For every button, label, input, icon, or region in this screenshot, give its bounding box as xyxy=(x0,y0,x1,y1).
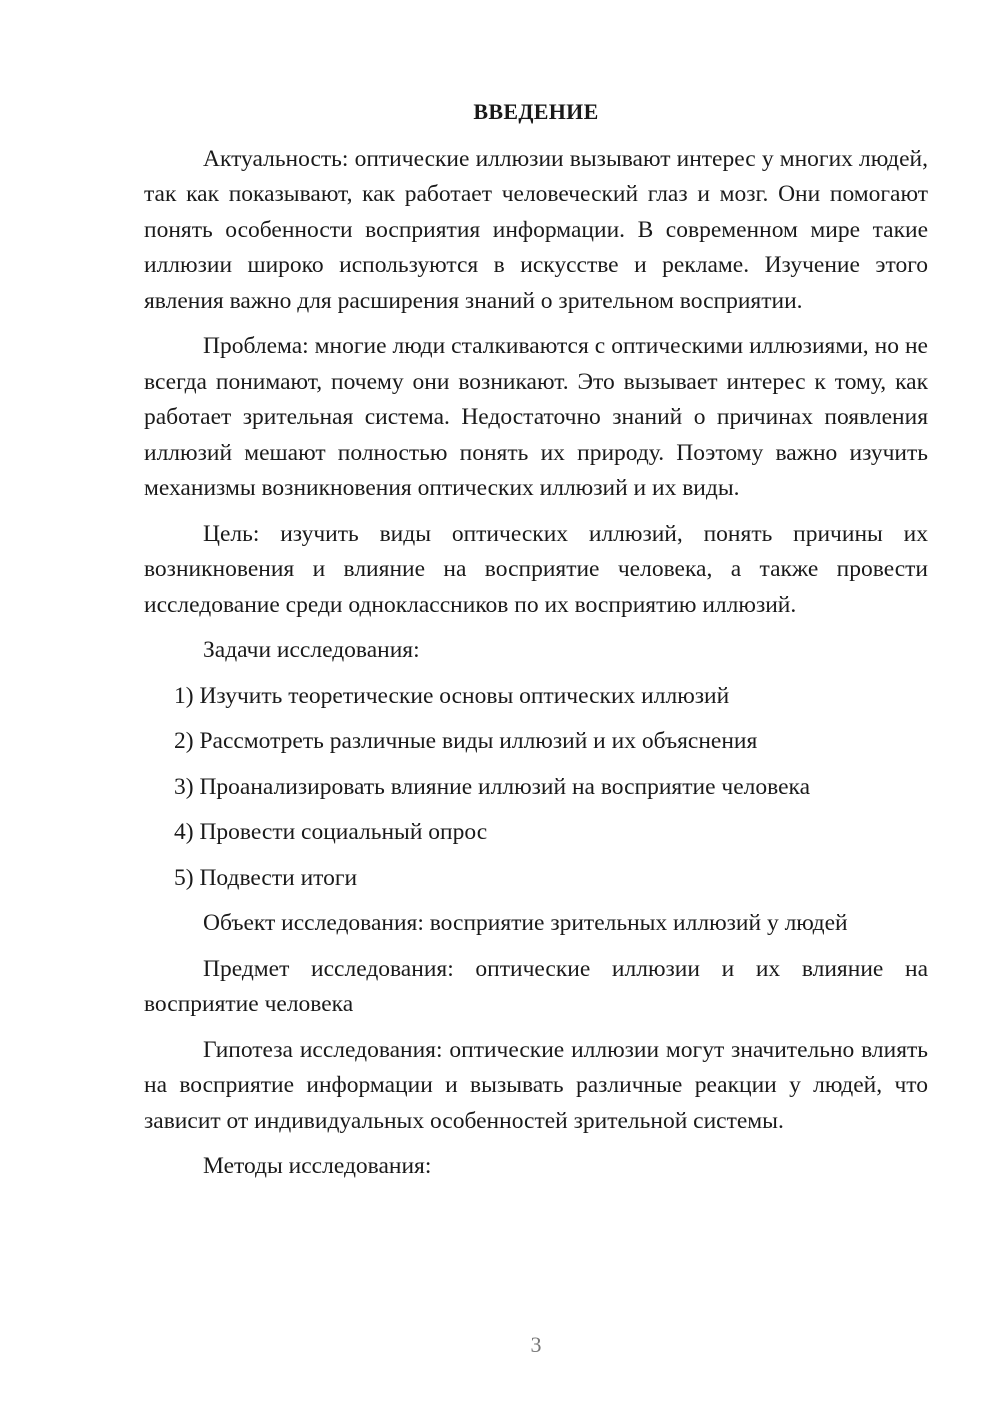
tasks-heading: Задачи исследования: xyxy=(203,637,420,663)
object-paragraph: Объект исследования: восприятие зрительных иллюзий у людей xyxy=(203,910,848,936)
list-item: 1) Изучить теоретические основы оптических иллюзий xyxy=(174,682,730,709)
page-number: 3 xyxy=(530,1332,542,1357)
hypothesis-paragraph: Гипотеза исследования: оптические иллюзии могут значительно влиять на восприятие информации и вызывать различные реакции у людей, что зависит от индивидуальных особенностей зрительной системы. xyxy=(144,1036,928,1134)
methods-heading: Методы исследования: xyxy=(203,1153,432,1179)
list-item: 2) Рассмотреть различные виды иллюзий и их объяснения xyxy=(174,728,758,754)
page-title: ВВЕДЕНИЕ xyxy=(473,99,599,124)
list-item: 5) Подвести итоги xyxy=(174,864,358,891)
problem-paragraph: Проблема: многие люди сталкиваются с оптическими иллюзиями, но не всегда понимают, почему они возникают. Это вызывает интерес к тому, как работает зрительная система. Недостаточно знаний о причинах появления иллюзий мешают полностью понять их природу. Поэтому важно изучить механизмы возникновения оптических иллюзий и их виды. xyxy=(144,333,928,501)
list-item: 3) Проанализировать влияние иллюзий на восприятие человека xyxy=(174,773,811,800)
relevance-paragraph: Актуальность: оптические иллюзии вызывают интерес у многих людей, так как показывают, как работает человеческий глаз и мозг. Они помогают понять особенности восприятия информации. В современном мире такие иллюзии широко используются в искусстве и рекламе. Изучение этого явления важно для расширения знаний о зрительном восприятии. xyxy=(144,145,928,314)
page-content xyxy=(144,94,928,1195)
tasks-list xyxy=(144,679,928,897)
list-item: 4) Провести социальный опрос xyxy=(174,819,488,845)
subject-paragraph: Предмет исследования: оптические иллюзии и их влияние на восприятие человека xyxy=(144,955,928,1017)
goal-paragraph: Цель: изучить виды оптических иллюзий, понять причины их возникновения и влияние на восприятие человека, а также провести исследование среди одноклассников по их восприятию иллюзий. xyxy=(144,520,928,618)
